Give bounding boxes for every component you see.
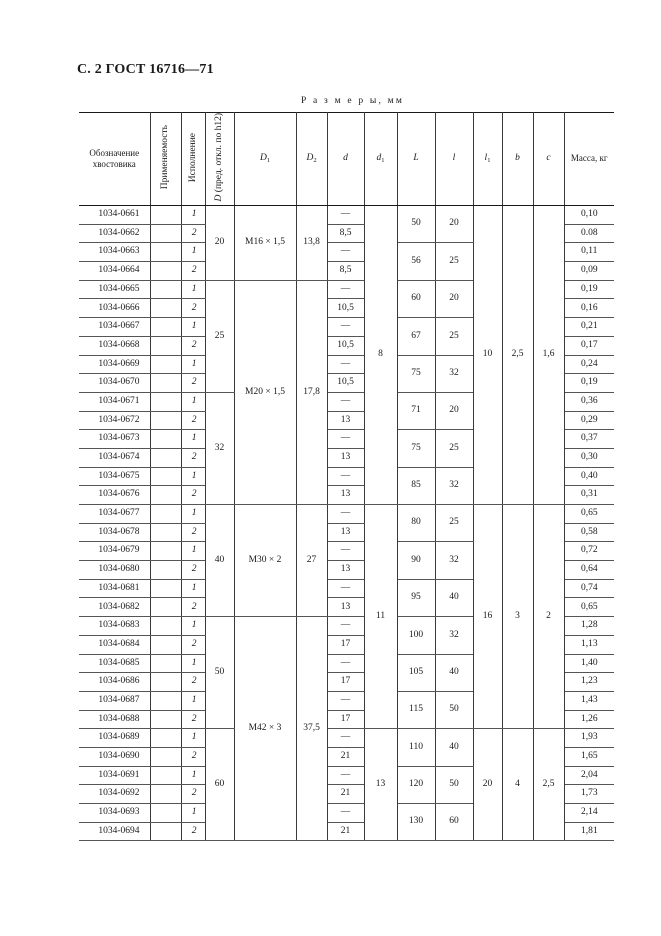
applicability-cell (150, 542, 181, 561)
l-cell: 50 (435, 766, 473, 803)
d-cell: — (327, 430, 364, 449)
l-cell: 32 (435, 467, 473, 504)
d1-cell: 11 (364, 505, 397, 729)
l-cell: 40 (435, 579, 473, 616)
d-cell: — (327, 243, 364, 262)
applicability-cell (150, 523, 181, 542)
applicability-cell (150, 467, 181, 486)
d-cell: 21 (327, 747, 364, 766)
d-cell: 17 (327, 635, 364, 654)
page-header: С. 2 ГОСТ 16716—71 (77, 62, 214, 77)
applicability-cell (150, 747, 181, 766)
L-cell: 105 (397, 654, 435, 691)
l-cell: 50 (435, 691, 473, 728)
mass-cell: 0,24 (564, 355, 614, 374)
d-cell: 10,5 (327, 299, 364, 318)
mass-cell: 1,93 (564, 729, 614, 748)
table-row (79, 206, 614, 225)
l-cell: 32 (435, 542, 473, 579)
mass-cell: 1,40 (564, 654, 614, 673)
applicability-cell (150, 355, 181, 374)
applicability-cell (150, 411, 181, 430)
d-cell: 13 (327, 486, 364, 505)
l-cell: 60 (435, 804, 473, 841)
designation-cell: 1034-0694 (79, 822, 150, 841)
mass-cell: 2,14 (564, 804, 614, 823)
D1-cell: М42 × 3 (234, 617, 296, 841)
d-cell: 21 (327, 822, 364, 841)
d-cell: — (327, 280, 364, 299)
L-cell: 100 (397, 617, 435, 654)
col-header-mass: Масса, кг (564, 113, 614, 206)
L-cell: 56 (397, 243, 435, 280)
version-cell: 1 (181, 654, 205, 673)
applicability-cell (150, 561, 181, 580)
d-cell: 17 (327, 710, 364, 729)
L-cell: 80 (397, 505, 435, 542)
applicability-cell (150, 804, 181, 823)
version-cell: 1 (181, 505, 205, 524)
designation-cell: 1034-0681 (79, 579, 150, 598)
version-cell: 1 (181, 206, 205, 225)
D-cell: 20 (205, 206, 234, 281)
l1-cell: 20 (473, 729, 502, 841)
designation-cell: 1034-0676 (79, 486, 150, 505)
d-cell: — (327, 691, 364, 710)
designation-cell: 1034-0691 (79, 766, 150, 785)
mass-cell: 0,65 (564, 598, 614, 617)
applicability-cell (150, 224, 181, 243)
l1-cell: 10 (473, 206, 502, 505)
version-cell: 1 (181, 243, 205, 262)
version-cell: 2 (181, 673, 205, 692)
mass-cell: 0,10 (564, 206, 614, 225)
d-cell: — (327, 579, 364, 598)
mass-cell: 0,31 (564, 486, 614, 505)
mass-cell: 1,26 (564, 710, 614, 729)
version-cell: 2 (181, 523, 205, 542)
version-cell: 1 (181, 579, 205, 598)
D-cell: 32 (205, 392, 234, 504)
version-cell: 2 (181, 411, 205, 430)
mass-cell: 1,13 (564, 635, 614, 654)
D1-cell: М16 × 1,5 (234, 206, 296, 281)
version-cell: 1 (181, 766, 205, 785)
designation-cell: 1034-0683 (79, 617, 150, 636)
version-cell: 1 (181, 804, 205, 823)
l-cell: 32 (435, 617, 473, 654)
col-header-applicability: Применяемость (150, 113, 181, 206)
l-cell: 25 (435, 430, 473, 467)
d-cell: 13 (327, 448, 364, 467)
mass-cell: 0,17 (564, 336, 614, 355)
l-cell: 25 (435, 505, 473, 542)
version-cell: 1 (181, 430, 205, 449)
designation-cell: 1034-0665 (79, 280, 150, 299)
designation-cell: 1034-0678 (79, 523, 150, 542)
L-cell: 95 (397, 579, 435, 616)
col-header-D: D (пред. откл. по h12) (205, 113, 234, 206)
b-cell: 3 (502, 505, 533, 729)
mass-cell: 0,21 (564, 318, 614, 337)
version-cell: 1 (181, 467, 205, 486)
mass-cell: 0,37 (564, 430, 614, 449)
d-cell: — (327, 505, 364, 524)
d1-cell: 8 (364, 206, 397, 505)
col-header-designation: Обозначение хвостовика (79, 113, 150, 206)
l-cell: 20 (435, 206, 473, 243)
d-cell: 13 (327, 523, 364, 542)
version-cell: 2 (181, 486, 205, 505)
version-cell: 2 (181, 374, 205, 393)
applicability-cell (150, 785, 181, 804)
designation-cell: 1034-0672 (79, 411, 150, 430)
table-row (79, 505, 614, 524)
designation-cell: 1034-0679 (79, 542, 150, 561)
applicability-cell (150, 430, 181, 449)
L-cell: 110 (397, 729, 435, 766)
applicability-cell (150, 654, 181, 673)
version-cell: 2 (181, 299, 205, 318)
designation-cell: 1034-0666 (79, 299, 150, 318)
D2-cell: 13,8 (296, 206, 327, 281)
applicability-cell (150, 206, 181, 225)
D-cell: 25 (205, 280, 234, 392)
d-cell: 21 (327, 785, 364, 804)
applicability-cell (150, 579, 181, 598)
designation-cell: 1034-0664 (79, 262, 150, 281)
d1-cell: 13 (364, 729, 397, 841)
applicability-cell (150, 243, 181, 262)
mass-cell: 0,16 (564, 299, 614, 318)
mass-cell: 0,30 (564, 448, 614, 467)
version-cell: 2 (181, 710, 205, 729)
applicability-cell (150, 710, 181, 729)
d-cell: 17 (327, 673, 364, 692)
designation-cell: 1034-0661 (79, 206, 150, 225)
version-cell: 1 (181, 691, 205, 710)
applicability-cell (150, 448, 181, 467)
version-cell: 1 (181, 542, 205, 561)
col-header-D2: $D_2$ (296, 113, 327, 206)
version-cell: 1 (181, 392, 205, 411)
d-cell: — (327, 467, 364, 486)
designation-cell: 1034-0688 (79, 710, 150, 729)
designation-cell: 1034-0673 (79, 430, 150, 449)
col-header-b: b (502, 113, 533, 206)
version-cell: 1 (181, 729, 205, 748)
mass-cell: 0,64 (564, 561, 614, 580)
l-cell: 25 (435, 243, 473, 280)
l-cell: 20 (435, 392, 473, 429)
mass-cell: 2,04 (564, 766, 614, 785)
d-cell: — (327, 617, 364, 636)
d-cell: 13 (327, 561, 364, 580)
col-header-d: d (327, 113, 364, 206)
version-cell: 1 (181, 355, 205, 374)
mass-cell: 0,19 (564, 280, 614, 299)
mass-cell: 0,09 (564, 262, 614, 281)
d-cell: 13 (327, 411, 364, 430)
applicability-cell (150, 392, 181, 411)
applicability-cell (150, 280, 181, 299)
designation-cell: 1034-0682 (79, 598, 150, 617)
d-cell: — (327, 355, 364, 374)
col-header-l: l (435, 113, 473, 206)
d-cell: — (327, 766, 364, 785)
L-cell: 75 (397, 430, 435, 467)
designation-cell: 1034-0674 (79, 448, 150, 467)
version-cell: 2 (181, 336, 205, 355)
d-cell: — (327, 392, 364, 411)
D1-cell: М30 × 2 (234, 505, 296, 617)
b-cell: 4 (502, 729, 533, 841)
version-cell: 2 (181, 598, 205, 617)
version-cell: 2 (181, 785, 205, 804)
d-cell: 8,5 (327, 262, 364, 281)
designation-cell: 1034-0667 (79, 318, 150, 337)
version-cell: 1 (181, 617, 205, 636)
mass-cell: 1,43 (564, 691, 614, 710)
version-cell: 2 (181, 635, 205, 654)
version-cell: 2 (181, 561, 205, 580)
L-cell: 75 (397, 355, 435, 392)
designation-cell: 1034-0690 (79, 747, 150, 766)
L-cell: 90 (397, 542, 435, 579)
designation-cell: 1034-0687 (79, 691, 150, 710)
table-body (79, 206, 614, 841)
d-cell: 13 (327, 598, 364, 617)
l-cell: 25 (435, 318, 473, 355)
col-header-c: c (533, 113, 564, 206)
D-cell: 60 (205, 729, 234, 841)
d-cell: — (327, 318, 364, 337)
L-cell: 50 (397, 206, 435, 243)
version-cell: 2 (181, 262, 205, 281)
mass-cell: 0,58 (564, 523, 614, 542)
applicability-cell (150, 262, 181, 281)
mass-cell: 1,73 (564, 785, 614, 804)
mass-cell: 0,40 (564, 467, 614, 486)
D2-cell: 17,8 (296, 280, 327, 504)
c-cell: 2,5 (533, 729, 564, 841)
L-cell: 130 (397, 804, 435, 841)
applicability-cell (150, 505, 181, 524)
table-row (79, 729, 614, 748)
version-cell: 2 (181, 448, 205, 467)
d-cell: — (327, 804, 364, 823)
L-cell: 67 (397, 318, 435, 355)
version-cell: 2 (181, 747, 205, 766)
mass-cell: 0,65 (564, 505, 614, 524)
L-cell: 85 (397, 467, 435, 504)
designation-cell: 1034-0675 (79, 467, 150, 486)
header-row (79, 113, 614, 206)
applicability-cell (150, 598, 181, 617)
mass-cell: 1,23 (564, 673, 614, 692)
l-cell: 32 (435, 355, 473, 392)
applicability-cell (150, 822, 181, 841)
designation-cell: 1034-0669 (79, 355, 150, 374)
applicability-cell (150, 691, 181, 710)
designation-cell: 1034-0671 (79, 392, 150, 411)
c-cell: 1,6 (533, 206, 564, 505)
col-header-L: L (397, 113, 435, 206)
designation-cell: 1034-0686 (79, 673, 150, 692)
b-cell: 2,5 (502, 206, 533, 505)
l-cell: 40 (435, 729, 473, 766)
col-header-D1: $D_1$ (234, 113, 296, 206)
applicability-cell (150, 336, 181, 355)
D-cell: 50 (205, 617, 234, 729)
d-cell: 10,5 (327, 374, 364, 393)
applicability-cell (150, 673, 181, 692)
mass-cell: 0,19 (564, 374, 614, 393)
version-cell: 2 (181, 822, 205, 841)
L-cell: 115 (397, 691, 435, 728)
applicability-cell (150, 617, 181, 636)
l1-cell: 16 (473, 505, 502, 729)
mass-cell: 0,74 (564, 579, 614, 598)
applicability-cell (150, 635, 181, 654)
designation-cell: 1034-0693 (79, 804, 150, 823)
mass-cell: 1,81 (564, 822, 614, 841)
mass-cell: 0,29 (564, 411, 614, 430)
col-header-version: Исполнение (181, 113, 205, 206)
version-cell: 2 (181, 224, 205, 243)
mass-cell: 0,11 (564, 243, 614, 262)
d-cell: — (327, 654, 364, 673)
L-cell: 120 (397, 766, 435, 803)
designation-cell: 1034-0670 (79, 374, 150, 393)
applicability-cell (150, 729, 181, 748)
D-cell: 40 (205, 505, 234, 617)
designation-cell: 1034-0668 (79, 336, 150, 355)
l-cell: 40 (435, 654, 473, 691)
dimensions-table (79, 112, 614, 841)
D1-cell: М20 × 1,5 (234, 280, 296, 504)
units-caption: Р а з м е р ы, мм (301, 96, 405, 106)
mass-cell: 0,36 (564, 392, 614, 411)
col-header-d1: $d_1$ (364, 113, 397, 206)
applicability-cell (150, 486, 181, 505)
designation-cell: 1034-0663 (79, 243, 150, 262)
d-cell: 10,5 (327, 336, 364, 355)
d-cell: — (327, 729, 364, 748)
l-cell: 20 (435, 280, 473, 317)
col-header-l1: $l_1$ (473, 113, 502, 206)
mass-cell: 1,65 (564, 747, 614, 766)
L-cell: 60 (397, 280, 435, 317)
mass-cell: 0,72 (564, 542, 614, 561)
d-cell: — (327, 206, 364, 225)
mass-cell: 1,28 (564, 617, 614, 636)
D2-cell: 27 (296, 505, 327, 617)
L-cell: 71 (397, 392, 435, 429)
c-cell: 2 (533, 505, 564, 729)
applicability-cell (150, 766, 181, 785)
version-cell: 1 (181, 280, 205, 299)
d-cell: 8,5 (327, 224, 364, 243)
designation-cell: 1034-0680 (79, 561, 150, 580)
designation-cell: 1034-0677 (79, 505, 150, 524)
version-cell: 1 (181, 318, 205, 337)
mass-cell: 0.08 (564, 224, 614, 243)
designation-cell: 1034-0685 (79, 654, 150, 673)
applicability-cell (150, 318, 181, 337)
designation-cell: 1034-0684 (79, 635, 150, 654)
designation-cell: 1034-0662 (79, 224, 150, 243)
designation-cell: 1034-0692 (79, 785, 150, 804)
d-cell: — (327, 542, 364, 561)
D2-cell: 37,5 (296, 617, 327, 841)
applicability-cell (150, 299, 181, 318)
applicability-cell (150, 374, 181, 393)
designation-cell: 1034-0689 (79, 729, 150, 748)
